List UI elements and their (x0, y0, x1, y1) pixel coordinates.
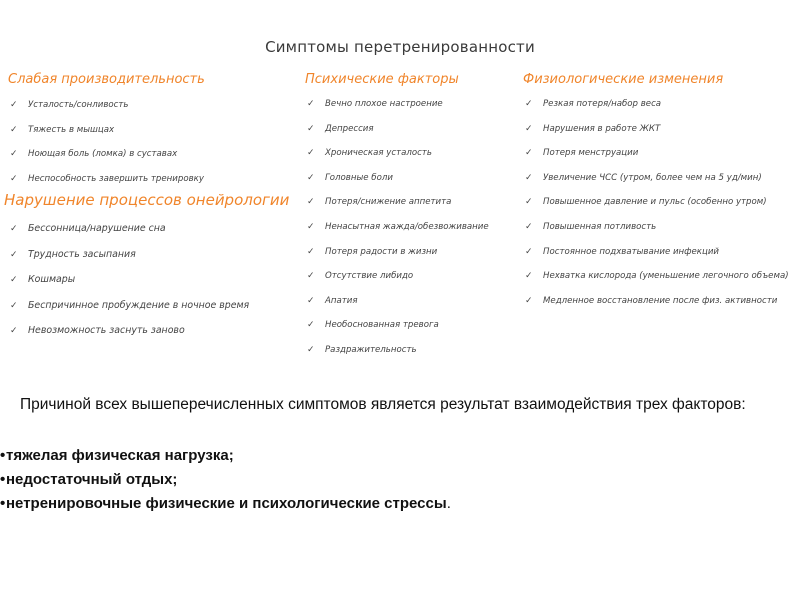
list-item (305, 171, 489, 196)
bullet-icon: • (0, 471, 6, 488)
check-icon: ✓ (307, 197, 315, 208)
check-icon: ✓ (10, 100, 18, 110)
list-item (305, 97, 489, 122)
check-icon: ✓ (525, 246, 533, 257)
list-item-label: Резкая потеря/набор веса (543, 99, 662, 109)
list-item-label: Депрессия (325, 123, 374, 134)
list-item (305, 220, 489, 245)
check-icon: ✓ (307, 99, 315, 109)
list-item (523, 220, 789, 245)
list-item (8, 222, 249, 248)
list-item-label: Потеря радости в жизни (325, 246, 438, 257)
list-item-label: Вечно плохое настроение (325, 99, 443, 109)
list-item-label: Нехватка кислорода (уменьшение легочного объема) (543, 271, 789, 282)
check-icon: ✓ (307, 246, 315, 257)
check-icon: ✓ (307, 344, 315, 355)
list-item-label: Медленное восстановление после физ. активности (543, 295, 778, 306)
factor-item (0, 494, 451, 518)
list-item-label: Кошмары (28, 274, 76, 285)
list-item-label: Апатия (325, 295, 358, 306)
check-icon: ✓ (10, 300, 18, 311)
list-item-label: Тяжесть в мышцах (28, 124, 115, 135)
list-item (8, 98, 204, 123)
list-item-label: Нарушения в работе ЖКТ (543, 123, 661, 134)
check-icon: ✓ (525, 123, 533, 134)
check-icon: ✓ (525, 197, 533, 208)
check-icon: ✓ (525, 295, 533, 306)
list-item-label: Постоянное подхватывание инфекций (543, 246, 720, 257)
list-sleep (8, 222, 249, 350)
list-item (305, 122, 489, 147)
factor-text: нетренировочные физические и психологические стрессы (6, 495, 447, 512)
list-physio (523, 97, 789, 318)
factor-text: недостаточный отдых; (6, 471, 178, 488)
check-icon: ✓ (10, 149, 18, 160)
heading-sleep: Нарушение процессов онейрологии (4, 191, 290, 209)
list-item-label: Ненасытная жажда/обезвоживание (325, 221, 489, 232)
list-item (8, 324, 249, 350)
list-item (523, 122, 789, 147)
list-item (8, 123, 204, 148)
check-icon: ✓ (525, 271, 533, 282)
list-item (8, 299, 249, 325)
list-item (305, 146, 489, 171)
list-item-label: Хроническая усталость (325, 148, 432, 159)
check-icon: ✓ (10, 173, 18, 184)
page-title: Симптомы перетренированности (265, 38, 535, 56)
list-item (305, 318, 489, 343)
factors-list (0, 446, 451, 518)
list-performance (8, 98, 204, 196)
check-icon: ✓ (10, 224, 18, 234)
list-item-label: Невозможность заснуть заново (28, 325, 185, 336)
list-item (523, 269, 789, 294)
list-item-label: Необоснованная тревога (325, 320, 439, 331)
list-item-label: Бессонница/нарушение сна (28, 223, 166, 234)
list-mental (305, 97, 489, 368)
list-item (305, 269, 489, 294)
list-item (305, 245, 489, 270)
list-item-label: Потеря/снижение аппетита (325, 197, 452, 208)
list-item-label: Повышенная потливость (543, 221, 657, 232)
factor-item (0, 470, 451, 494)
list-item (8, 248, 249, 274)
list-item-label: Беспричинное пробуждение в ночное время (28, 299, 250, 311)
list-item (523, 294, 789, 319)
list-item (523, 195, 789, 220)
list-item-label: Трудность засыпания (28, 248, 136, 260)
list-item (523, 97, 789, 122)
list-item-label: Увеличение ЧСС (утром, более чем на 5 уд/мин) (543, 172, 762, 183)
check-icon: ✓ (525, 99, 533, 109)
check-icon: ✓ (525, 148, 533, 159)
list-item (523, 245, 789, 270)
check-icon: ✓ (307, 320, 315, 331)
check-icon: ✓ (10, 275, 18, 285)
list-item (523, 146, 789, 171)
list-item-label: Раздражительность (325, 344, 417, 355)
check-icon: ✓ (525, 172, 533, 183)
list-item (8, 147, 204, 172)
heading-performance: Слабая производительность (8, 72, 205, 87)
check-icon: ✓ (307, 271, 315, 282)
heading-physio: Физиологические изменения (523, 72, 724, 87)
list-item (305, 343, 489, 368)
check-icon: ✓ (10, 326, 18, 336)
check-icon: ✓ (307, 172, 315, 183)
factor-tail: . (446, 495, 451, 512)
check-icon: ✓ (307, 221, 315, 232)
list-item-label: Отсутствие либидо (325, 271, 414, 282)
list-item (305, 195, 489, 220)
list-item-label: Усталость/сонливость (28, 100, 129, 110)
list-item-label: Ноющая боль (ломка) в суставах (28, 149, 178, 160)
list-item-label: Потеря менструации (543, 148, 639, 159)
list-item (8, 273, 249, 299)
list-item (523, 171, 789, 196)
list-item (305, 294, 489, 319)
check-icon: ✓ (307, 123, 315, 134)
check-icon: ✓ (10, 249, 18, 260)
check-icon: ✓ (307, 148, 315, 159)
list-item-label: Неспособность завершить тренировку (28, 173, 204, 184)
bullet-icon: • (0, 447, 6, 464)
factor-item (0, 446, 451, 470)
bullet-icon: • (0, 495, 6, 512)
check-icon: ✓ (525, 221, 533, 232)
factor-text: тяжелая физическая нагрузка; (6, 447, 234, 464)
list-item-label: Головные боли (325, 172, 393, 183)
cause-text: Причиной всех вышеперечисленных симптомов является результат взаимодействия трех факторов: (20, 396, 746, 413)
list-item-label: Повышенное давление и пульс (особенно утром) (543, 197, 767, 208)
check-icon: ✓ (10, 124, 18, 135)
heading-mental: Психические факторы (305, 72, 459, 87)
check-icon: ✓ (307, 295, 315, 306)
